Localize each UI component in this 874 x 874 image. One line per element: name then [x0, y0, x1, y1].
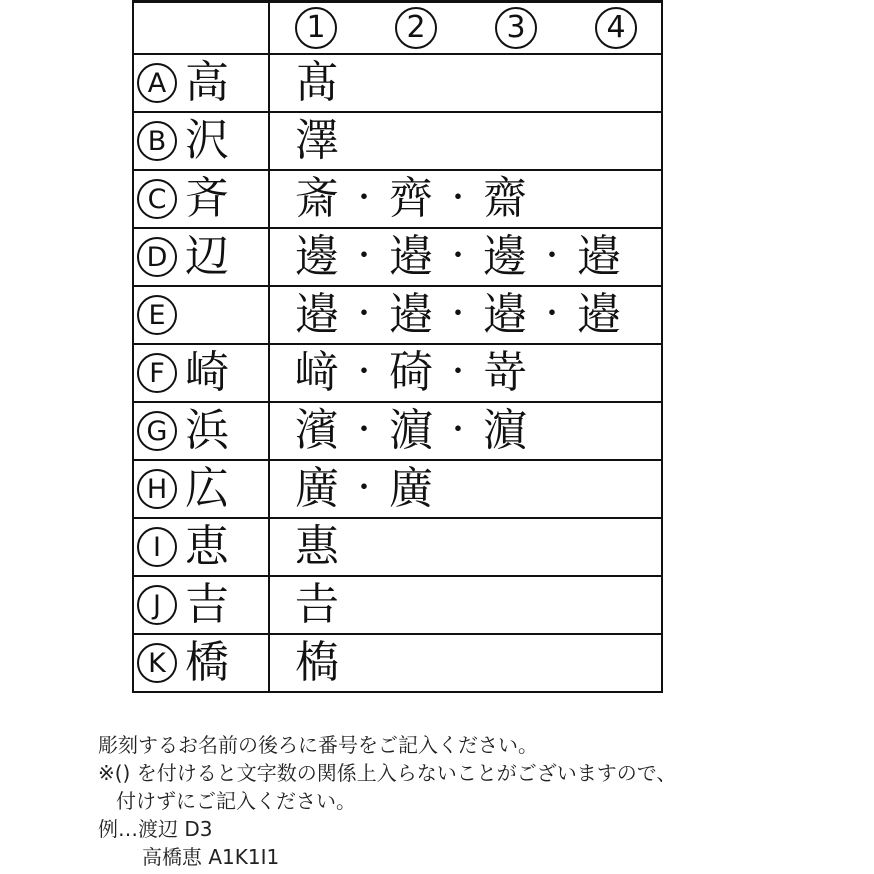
variant-kanji: 邉 — [389, 289, 433, 340]
row-label-cell — [134, 171, 270, 227]
variant-kanji: 廣 — [389, 463, 433, 514]
row-label-cell — [134, 519, 270, 575]
kanji-variant-table — [132, 0, 663, 693]
row-letter-badge: K — [137, 643, 177, 683]
base-kanji: 高 — [185, 57, 229, 108]
row-label-cell — [134, 403, 270, 459]
note-line-3: 付けずにご記入ください。 — [116, 789, 356, 813]
row-letter-badge: G — [137, 411, 177, 451]
table-row — [132, 345, 663, 403]
variant-kanji: 邉 — [389, 231, 433, 282]
variant-kanji: 齋 — [483, 173, 527, 224]
variant-kanji: 廣 — [295, 463, 339, 514]
variant-list — [270, 577, 661, 633]
variant-list — [270, 519, 661, 575]
row-letter-badge: E — [137, 295, 177, 335]
variant-separator: ・ — [349, 181, 379, 216]
note-line-1: 彫刻するお名前の後ろに番号をご記入ください。 — [98, 733, 538, 757]
variant-separator: ・ — [349, 297, 379, 332]
variant-kanji: 碕 — [389, 347, 433, 398]
variant-kanji: 﨑 — [295, 347, 339, 398]
instructions-note — [98, 731, 676, 871]
note-example-2: 高橋恵 A1K1I1 — [142, 845, 280, 869]
table-row — [132, 55, 663, 113]
variant-kanji: 髙 — [295, 57, 339, 108]
base-kanji: 浜 — [185, 405, 229, 456]
variant-kanji: 濱 — [295, 405, 339, 456]
row-label-cell — [134, 345, 270, 401]
row-label-cell — [134, 113, 270, 169]
variant-kanji: 邉 — [577, 231, 621, 282]
variant-list — [270, 635, 661, 691]
variant-separator: ・ — [537, 297, 567, 332]
variant-list — [270, 171, 661, 227]
variant-list — [270, 55, 661, 111]
note-line-2: ※() を付けると文字数の関係上入らないことがございますので、 — [98, 761, 677, 785]
variant-list — [270, 403, 661, 459]
variant-separator: ・ — [443, 413, 473, 448]
table-row — [132, 229, 663, 287]
variant-separator: ・ — [443, 181, 473, 216]
variant-list — [270, 345, 661, 401]
base-kanji: 橋 — [185, 637, 229, 688]
variant-kanji: 槗 — [295, 637, 339, 688]
base-kanji: 沢 — [185, 115, 229, 166]
table-header-row — [132, 3, 663, 55]
table-row — [132, 577, 663, 635]
table-body — [132, 55, 663, 693]
table-row — [132, 171, 663, 229]
variant-number-3: 3 — [495, 7, 537, 49]
variant-separator: ・ — [537, 239, 567, 274]
variant-number-4: 4 — [595, 7, 637, 49]
row-label-cell — [134, 461, 270, 517]
variant-separator: ・ — [349, 239, 379, 274]
base-kanji: 斉 — [185, 173, 229, 224]
base-kanji: 吉 — [185, 579, 229, 630]
variant-number-headers — [270, 3, 661, 53]
variant-kanji: 嵜 — [483, 347, 527, 398]
row-label-cell — [134, 635, 270, 691]
variant-kanji: 邊 — [295, 231, 339, 282]
variant-kanji: 𠮷 — [295, 579, 339, 630]
variant-kanji: 邉 — [483, 289, 527, 340]
note-example-1: 例…渡辺 D3 — [98, 817, 213, 841]
row-letter-badge: I — [137, 527, 177, 567]
variant-kanji: 邉 — [295, 289, 339, 340]
row-label-cell — [134, 55, 270, 111]
variant-kanji: 斎 — [295, 173, 339, 224]
variant-separator: ・ — [443, 297, 473, 332]
row-letter-badge: D — [137, 237, 177, 277]
variant-kanji: 澤 — [295, 115, 339, 166]
table-row — [132, 519, 663, 577]
variant-separator: ・ — [443, 355, 473, 390]
row-letter-badge: A — [137, 63, 177, 103]
variant-list — [270, 287, 661, 343]
variant-separator: ・ — [349, 355, 379, 390]
table-row — [132, 461, 663, 519]
table-row — [132, 403, 663, 461]
base-kanji: 崎 — [185, 347, 229, 398]
table-row — [132, 635, 663, 693]
table-row — [132, 113, 663, 171]
row-letter-badge: F — [137, 353, 177, 393]
variant-kanji: 濵 — [389, 405, 433, 456]
row-letter-badge: B — [137, 121, 177, 161]
variant-list — [270, 229, 661, 285]
variant-kanji: 濵 — [483, 405, 527, 456]
variant-number-1: 1 — [295, 7, 337, 49]
variant-separator: ・ — [349, 413, 379, 448]
variant-separator: ・ — [349, 471, 379, 506]
variant-kanji: 邉 — [577, 289, 621, 340]
header-empty-cell — [134, 3, 270, 53]
variant-kanji: 惠 — [295, 521, 339, 572]
base-kanji: 恵 — [185, 521, 229, 572]
row-label-cell — [134, 287, 270, 343]
row-label-cell — [134, 229, 270, 285]
variant-kanji: 邊 — [483, 231, 527, 282]
variant-list — [270, 113, 661, 169]
variant-kanji: 齊 — [389, 173, 433, 224]
base-kanji: 広 — [185, 463, 229, 514]
row-letter-badge: J — [137, 585, 177, 625]
base-kanji: 辺 — [185, 231, 229, 282]
row-label-cell — [134, 577, 270, 633]
table-row — [132, 287, 663, 345]
row-letter-badge: C — [137, 179, 177, 219]
variant-number-2: 2 — [395, 7, 437, 49]
variant-list — [270, 461, 661, 517]
row-letter-badge: H — [137, 469, 177, 509]
variant-separator: ・ — [443, 239, 473, 274]
